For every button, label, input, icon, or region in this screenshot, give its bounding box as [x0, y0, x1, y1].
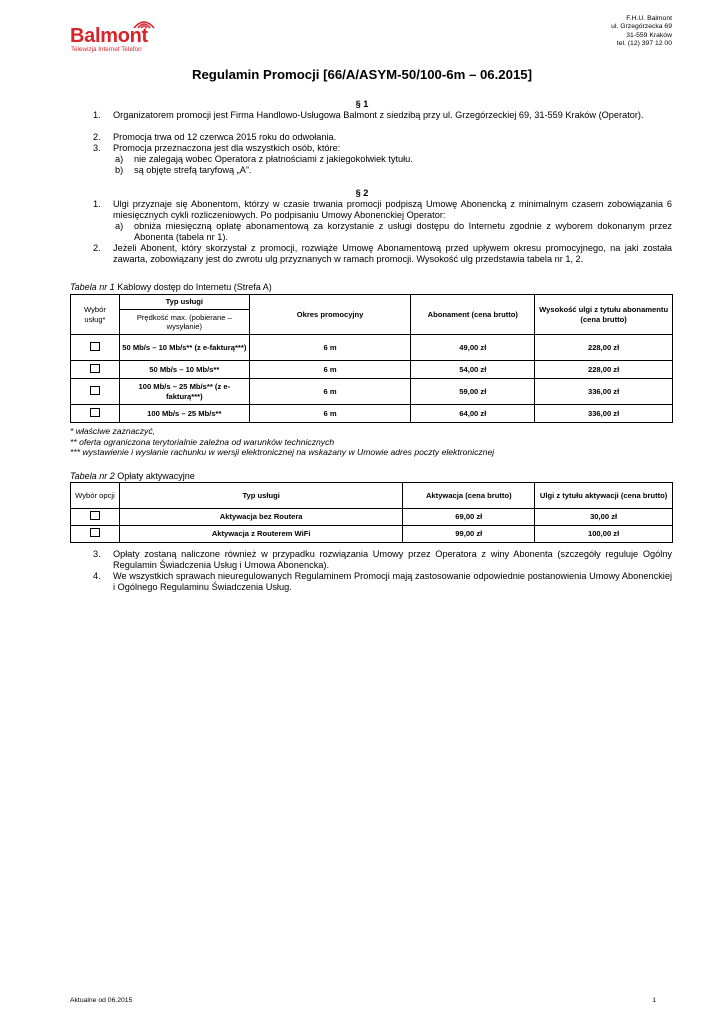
sub-list-item: obniża miesięczną opłatę abonamentową za korzystanie z usługi dostępu do Internetu zgodnie z wyborem dokonanym przez Abonenta (tabela nr 1).	[134, 221, 672, 242]
table-1-notes	[70, 426, 494, 458]
speed-cell: 100 Mb/s – 25 Mb/s**	[119, 405, 249, 423]
page-title: Regulamin Promocji [66/A/ASYM-50/100-6m – 06.2015]	[191, 67, 533, 82]
table-row	[71, 405, 673, 423]
sub-list-item: nie zalegają wobec Operatora z płatnościami z jakiegokolwiek tytułu.	[134, 154, 413, 164]
table-row	[71, 526, 673, 543]
table-2-caption: Tabela nr 2 Opłaty aktywacyjne	[70, 471, 195, 481]
table-row	[71, 379, 673, 405]
section-2-list-continued	[0, 549, 724, 599]
speed-cell: 50 Mb/s – 10 Mb/s**	[119, 361, 249, 379]
header-discount: Wysokość ulgi z tytułu abonamentu (cena brutto)	[535, 295, 673, 335]
table-activation	[70, 482, 673, 543]
header-period: Okres promocyjny	[249, 295, 411, 335]
price-cell: 64,00 zł	[411, 405, 535, 423]
discount-cell: 336,00 zł	[535, 405, 673, 423]
list-item: Organizatorem promocji jest Firma Handlowo-Usługowa Balmont z siedzibą przy ul. Grzegórzeckiej 69, 31-559 Kraków (Operator).	[113, 110, 644, 120]
footnote: ** oferta ograniczona terytorialnie zależna od warunków technicznych	[70, 436, 335, 447]
sub-list-letter: b)	[115, 165, 124, 175]
company-address	[611, 15, 672, 48]
header-speed: Prędkość max. (pobierane – wysyłanie)	[119, 310, 249, 335]
speed-cell: 50 Mb/s – 10 Mb/s** (z e-fakturą***)	[119, 335, 249, 361]
footnote: * właściwe zaznaczyć,	[70, 426, 156, 436]
footer-date: Aktualne od 06.2015	[70, 997, 133, 1004]
page-number: 1	[652, 997, 656, 1004]
balmont-logo	[70, 14, 162, 54]
table-internet	[70, 294, 673, 423]
period-cell: 6 m	[249, 405, 411, 423]
header-activation: Aktywacja (cena brutto)	[403, 483, 535, 509]
list-item: Promocja przeznaczona jest dla wszystkich osób, które:	[113, 143, 341, 153]
address-line: tel. (12) 397 12 00	[616, 39, 672, 47]
address-line: ul. Grzegórzecka 69	[611, 23, 672, 31]
list-number: 4.	[93, 571, 101, 581]
list-item: Jeżeli Abonent, który skorzystał z promocji, rozwiąże Umowę Abonamentową przed upływem okresu promocyjnego, na jaki została zawarta, zobowiązany jest do zwrotu ulg przyznanych w ramach promocji. Wysokość ulg przedstawia tabela nr 1, 2.	[113, 243, 672, 264]
checkbox[interactable]	[90, 342, 100, 351]
header-choice: Wybór usług*	[71, 295, 120, 335]
list-item: Promocja trwa od 12 czerwca 2015 roku do odwołania.	[113, 132, 337, 142]
address-line: F.H.U. Balmont	[626, 15, 672, 22]
list-item: We wszystkich sprawach nieuregulowanych Regulaminem Promocji mają zastosowanie odpowiednie postanowienia Umowy Abonenckiej i Ogólnego Regulaminu Świadczenia Usług.	[113, 571, 672, 592]
checkbox[interactable]	[90, 386, 100, 395]
section-1-list	[0, 110, 724, 180]
price-cell: 69,00 zł	[403, 509, 535, 526]
price-cell: 54,00 zł	[411, 361, 535, 379]
list-number: 1.	[93, 199, 101, 209]
checkbox[interactable]	[90, 511, 100, 520]
table-row	[71, 361, 673, 379]
section-1-heading: § 1	[355, 99, 369, 109]
checkbox[interactable]	[90, 528, 100, 537]
header-service-type: Typ usługi	[119, 295, 249, 310]
address-line: 31-559 Kraków	[626, 31, 672, 39]
footnote: *** wystawienie i wysłanie rachunku w wersji elektronicznej na wskazany w Umowie adres poczty elektronicznej	[70, 447, 495, 457]
list-item: Ulgi przyznaje się Abonentom, którzy w czasie trwania promocji podpiszą Umowę Abonencką z minimalnym czasem zobowiązania 6 miesięcznych cykli rozliczeniowych. Po podpisaniu Umowy Abonenckiej Operator:	[113, 199, 672, 220]
header-discount: Ulgi z tytułu aktywacji (cena brutto)	[535, 483, 673, 509]
checkbox[interactable]	[90, 364, 100, 373]
section-2-list	[0, 199, 724, 269]
discount-cell: 228,00 zł	[535, 335, 673, 361]
header-subscription: Abonament (cena brutto)	[411, 295, 535, 335]
list-item: Opłaty zostaną naliczone również w przypadku rozwiązania Umowy przez Operatora z winy Abonenta (szczegóły reguluje Ogólny Regulamin Świadczenia Usług i Umowa Abonencka).	[113, 549, 672, 570]
price-cell: 99,00 zł	[403, 526, 535, 543]
price-cell: 49,00 zł	[411, 335, 535, 361]
service-cell: Aktywacja z Routerem WiFi	[119, 526, 402, 543]
header-service-type: Typ usługi	[119, 483, 402, 509]
table-1-caption: Tabela nr 1 Kablowy dostęp do Internetu (Strefa A)	[70, 282, 272, 292]
sub-list-letter: a)	[115, 154, 124, 164]
speed-cell: 100 Mb/s – 25 Mb/s** (z e-fakturą***)	[119, 379, 249, 405]
discount-cell: 228,00 zł	[535, 361, 673, 379]
service-cell: Aktywacja bez Routera	[119, 509, 402, 526]
list-number: 2.	[93, 132, 101, 142]
list-number: 1.	[93, 110, 101, 120]
discount-cell: 100,00 zł	[535, 526, 673, 543]
list-number: 2.	[93, 243, 101, 253]
logo-name: Balmont	[70, 25, 148, 47]
header-choice: Wybór opcji	[71, 483, 120, 509]
discount-cell: 30,00 zł	[535, 509, 673, 526]
period-cell: 6 m	[249, 361, 411, 379]
period-cell: 6 m	[249, 379, 411, 405]
period-cell: 6 m	[249, 335, 411, 361]
table-row	[71, 509, 673, 526]
list-number: 3.	[93, 143, 101, 153]
list-number: 3.	[93, 549, 101, 559]
discount-cell: 336,00 zł	[535, 379, 673, 405]
checkbox[interactable]	[90, 408, 100, 417]
section-2-heading: § 2	[355, 188, 369, 198]
logo-tagline: Telewizja Internet Telefon	[71, 46, 142, 53]
sub-list-letter: a)	[115, 221, 124, 231]
sub-list-item: są objęte strefą taryfową „A”.	[134, 165, 252, 175]
price-cell: 59,00 zł	[411, 379, 535, 405]
table-row	[71, 335, 673, 361]
